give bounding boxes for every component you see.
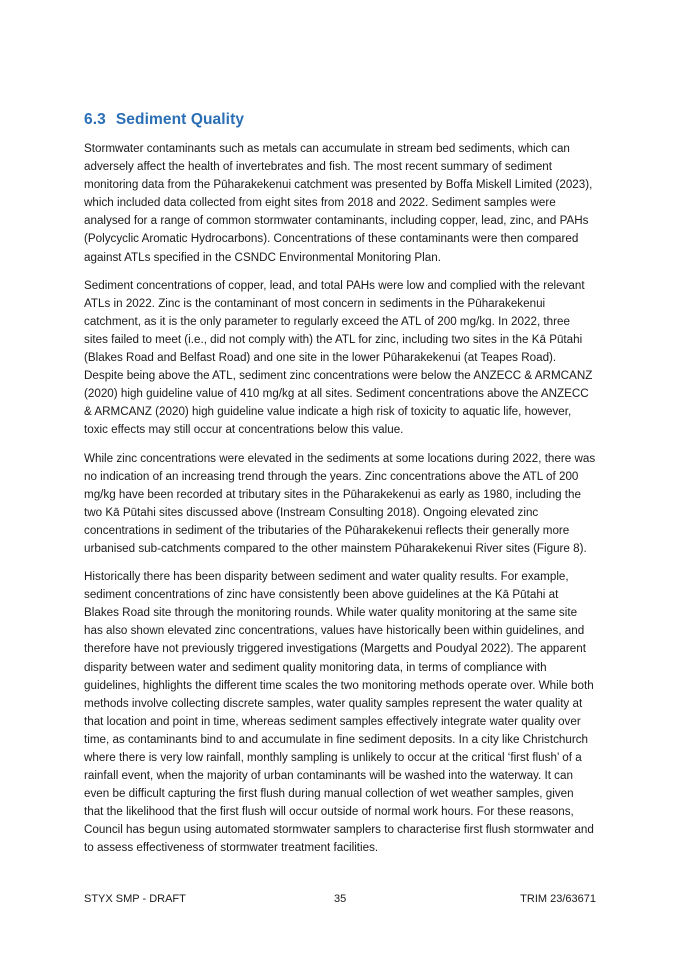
paragraph-sediment-intro: Stormwater contaminants such as metals can accumulate in stream bed sediments, which can adversely affect the health of invertebrates and fish. The most recent summary of sediment monitoring data from the Pūharakekenui catchment was presented by Boffa Miskell Limited (2023), which included data collected from eight sites from 2018 and 2022. Sediment samples were analysed for a range of common stormwater contaminants, including copper, lead, zinc, and PAHs (Polycyclic Aromatic Hydrocarbons). Concentrations of these contaminants were then compared against ATLs specified in the CSNDC Environmental Monitoring Plan. bbox=[84, 142, 593, 264]
footer-trim-reference: TRIM 23/63671 bbox=[520, 893, 596, 905]
footer-document-title: STYX SMP - DRAFT bbox=[84, 893, 186, 905]
section-body bbox=[84, 140, 596, 868]
section-title: Sediment Quality bbox=[115, 111, 245, 128]
section-number: 6.3 bbox=[84, 111, 106, 128]
footer-page-number: 35 bbox=[334, 893, 347, 905]
section-heading bbox=[84, 111, 244, 129]
paragraph-disparity: Historically there has been disparity between sediment and water quality results. For example, sediment concentrations of zinc have consistently been above guidelines at the Kā Pūtahi at Blakes Road site through the monitoring rounds. While water quality monitoring at the same site has also shown elevated zinc concentrations, values have historically been within guidelines, and therefore have not previously triggered investigations (Margetts and Poudyal 2022). The apparent disparity between water and sediment quality monitoring data, in terms of compliance with guidelines, highlights the different time scales the two monitoring methods operate over. While both methods involve collecting discrete samples, water quality samples represent the water quality at that location and point in time, whereas sediment samples effectively integrate water quality over time, as contaminants bind to and accumulate in fine sediment deposits. In a city like Christchurch where there is very low rainfall, monthly sampling is unlikely to occur at the critical ‘first flush’ of a rainfall event, when the majority of urban contaminants will be washed into the waterway. It can even be difficult capturing the first flush during manual collection of wet weather samples, given that the likelihood that the first flush will occur outside of normal work hours. For these reasons, Council has begun using automated stormwater samplers to characterise first flush stormwater and to assess effectiveness of stormwater treatment facilities. bbox=[84, 570, 594, 855]
paragraph-sediment-concentrations: Sediment concentrations of copper, lead, and total PAHs were low and complied with the relevant ATLs in 2022. Zinc is the contaminant of most concern in sediments in the Pūharakekenui catchment, as it is the only parameter to regularly exceed the ATL of 200 mg/kg. In 2022, three sites failed to meet (i.e., did not comply with) the ATL for zinc, including two sites in the Kā Pūtahi (Blakes Road and Belfast Road) and one site in the lower Pūharakekenui (at Teapes Road). Despite being above the ATL, sediment zinc concentrations were below the ANZECC & ARMCANZ (2020) high guideline value of 410 mg/kg at all sites. Sediment concentrations above the ANZECC & ARMCANZ (2020) high guideline value indicate a high risk of toxicity to aquatic life, however, toxic effects may still occur at concentrations below this value. bbox=[84, 278, 593, 437]
paragraph-zinc-trend: While zinc concentrations were elevated in the sediments at some locations during 2022, there was no indication of an increasing trend through the years. Zinc concentrations above the ATL of 200 mg/kg have been recorded at tributary sites in the Pūharakekenui as early as 1980, including the two Kā Pūtahi sites discussed above (Instream Consulting 2018). Ongoing elevated zinc concentrations in sediment of the tributaries of the Pūharakekenui reflects their generally more urbanised sub-catchments compared to the other mainstem Pūharakekenui River sites (Figure 8). bbox=[84, 451, 596, 555]
